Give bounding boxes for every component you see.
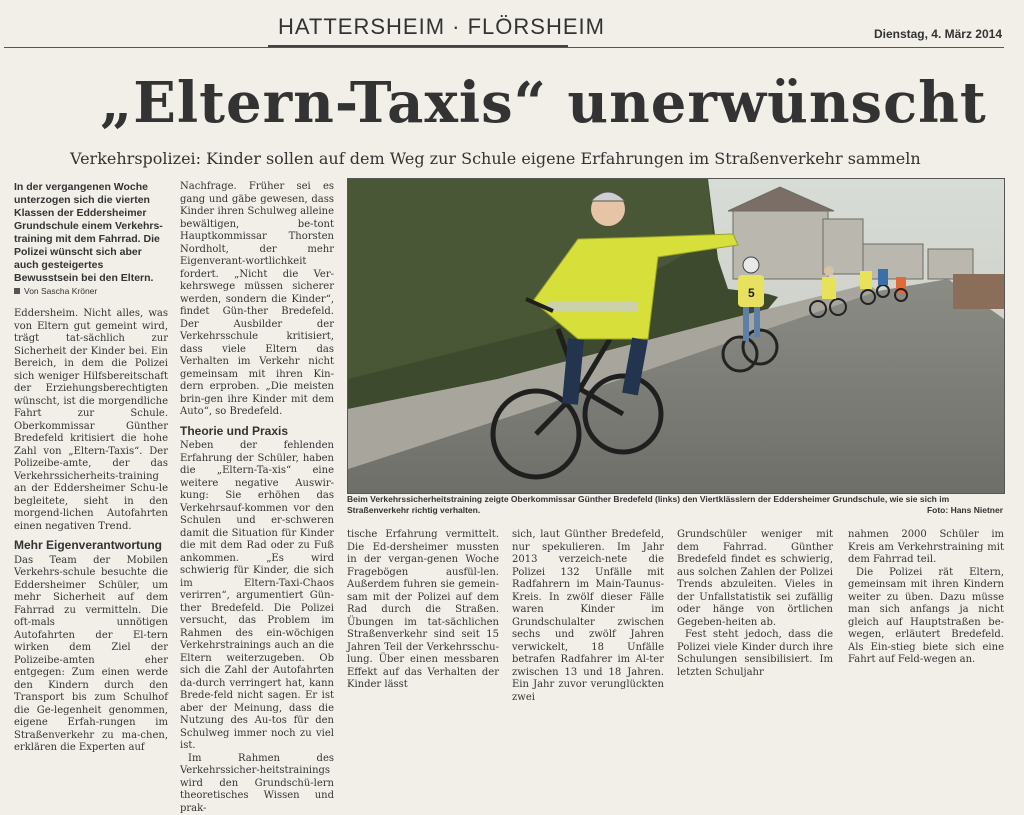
column-1-paragraph-2: Das Team der Mobilen Verkehrs-schule besuchte die Eddersheimer Schüler, um mehr Sicherheit auf dem Fahrrad zu vermitteln. Die oft-mals unnötigen Autofahrten der El-tern wirken dem Ziel der Polizeibe-amten eher entgegen: Zum einen werde den Kindern durch den Transport bis zum Schulhof die Ge-legenheit genommen, eigene Erfah-rungen im Straßenverkehr zu ma-chen, erklären die Experten auf [14, 555, 168, 755]
column-5 [677, 529, 833, 660]
issue-date: Dienstag, 4. März 2014 [874, 27, 1002, 41]
column-6-paragraph-1: nahmen 2000 Schüler im Kreis am Verkehrstraining mit dem Fahrrad teil. [848, 529, 1004, 567]
author-name: Von Sascha Kröner [24, 286, 97, 296]
column-1 [14, 308, 168, 660]
column-3: tische Erfahrung vermittelt. Die Ed-dersheimer mussten in der vergan-genen Woche Fragebögen ausfül-len. Außerdem fuhren sie gemein-sam mit der Polizei auf dem Rad durch die Straßen. Übungen im tat-sächlichen Straßenverkehr sind seit 15 Jahren Teil der Verkehrsschu-lung. Über einen messbaren Effekt auf das Verhalten der Kinder lässt [347, 529, 499, 660]
column-4: sich, laut Günther Bredefeld, nur spekulieren. Im Jahr 2013 verzeich-nete die Polizei 132 Unfälle mit Radfahrern im Main-Taunus-Kreis. In zwölf dieser Fälle waren Kinder im Grundschulalter zwischen sechs und zwölf Jahren verwickelt, 18 Unfälle betrafen Radfahrer im Al-ter zwischen 13 und 18 Jahren. Ein Jahr zuvor verunglückten zwei [512, 529, 664, 660]
top-rule [4, 47, 1004, 48]
subtitle-theorie-praxis: Theorie und Praxis [180, 425, 334, 438]
photo-illustration [348, 179, 1004, 493]
headline: „Eltern-Taxis“ unerwünscht [100, 70, 987, 136]
section-title: HATTERSHEIM · FLÖRSHEIM [278, 14, 605, 40]
column-2 [180, 181, 334, 660]
column-2-paragraph-2: Neben der fehlenden Erfahrung der Schüler, haben die „Eltern-Ta-xis“ eine weitere negative Auswir-kung: Sie erhöhen das Verkehrsauf-kommen vor den Schulen und er-schweren damit die Situation für Kinder die mit dem Rad oder zu Fuß ankommen. „Es wird schwierig für Kinder, die sich im Eltern-Taxi-Chaos verirren“, argumentiert Gün-ther Bredefeld. Die Polizei versucht, das Problem im Rahmen des ein-wöchigen Verkehrstrainings auch an die Eltern weiterzugeben. Ob sich die Zahl der Autofahrten da-durch verringert hat, kann Brede-feld nicht sagen. Er ist aber der Meinung, dass die Nutzung des Au-tos für den Schulweg immer noch zu viel ist. [180, 440, 334, 753]
photo-caption [347, 494, 1003, 516]
subtitle-eigenverantwortung: Mehr Eigenverantwortung [14, 539, 168, 552]
column-6-paragraph-2: Die Polizei rät Eltern, gemeinsam mit ihren Kindern weiter zu üben. Dazu müsse man sich anfangs ja nicht gleich auf Hauptstraßen be-wegen, erläutert Bredefeld. Als Ein-stieg biete sich eine Fahrt auf Feld-wegen an. [848, 567, 1004, 667]
byline [14, 286, 97, 296]
column-2-paragraph-3: Im Rahmen des Verkehrssicher-heitstrainings wird den Grundschü-lern theoretisches Wissen und prak- [180, 753, 334, 815]
column-5-paragraph-1: Grundschüler weniger mit dem Fahrrad. Günther Bredefeld findet es schwierig, aus solchen Zahlen der Polizei Trends abzuleiten. Vieles in der Unfallstatistik sei zufällig oder hänge von örtlichen Gegeben-heiten ab. [677, 529, 833, 629]
column-6 [848, 529, 1004, 660]
article-photo [347, 178, 1005, 494]
column-5-paragraph-2: Fest steht jedoch, dass die Polizei viele Kinder durch ihre Schulungen sensibilisiert. Im letzten Schuljahr [677, 629, 833, 679]
caption-text: Beim Verkehrssicherheitstraining zeigte Oberkommissar Günther Bredefeld (links) den Viertklässlern der Eddersheimer Grundschule, wie sie sich im Straßenverkehr richtig verhalten. [347, 494, 949, 515]
vest-number: 5 [748, 286, 755, 300]
photo-credit: Foto: Hans Nietner [927, 505, 1003, 516]
byline-square-icon [14, 288, 20, 294]
column-2-paragraph-1: Nachfrage. Früher sei es gang und gäbe gewesen, dass Kinder ihren Schulweg alleine bewältigen, be-tont Hauptkommissar Thorsten Nordholt, der mehr Eigenverant-wortlichkeit fordert. „Nicht die Ver-kehrswege müssen sicherer werden, sondern die Kinder“, findet Gün-ther Bredefeld. Der Ausbilder der Verkehrsschule kritisiert, dass viele Eltern das Verhalten im Verkehr nicht gemeinsam mit ihren Kin-dern erproben. „Die meisten brin-gen ihre Kinder mit dem Auto“, so Bredefeld. [180, 181, 334, 419]
intro-teaser: In der vergangenen Woche unterzogen sich die vierten Klassen der Eddersheimer Grundschule einem Verkehrs-training mit dem Fahrrad. Die Polizei wünscht sich aber auch gesteigertes Bewusstsein bei den Eltern. [14, 181, 168, 285]
column-1-paragraph-1: Eddersheim. Nicht alles, was von Eltern gut gemeint wird, trägt tat-sächlich zur Sicherheit der Kinder bei. Ein Bereich, in dem die Polizei sich weniger Hilfsbereitschaft der Erziehungsberechtigten wünscht, ist die morgendliche Fahrt zur Schule. Oberkommissar Günther Bredefeld kritisiert die hohe Zahl von „Eltern-Taxis“. Der Polizeibe-amte, der das Verkehrssicherheits-training an der Eddersheimer Schu-le begleitete, sieht in den morgend-lichen Autofahrten einen negativen Trend. [14, 308, 168, 533]
subheadline: Verkehrspolizei: Kinder sollen auf dem Weg zur Schule eigene Erfahrungen im Straßenverkehr sammeln [70, 149, 921, 168]
